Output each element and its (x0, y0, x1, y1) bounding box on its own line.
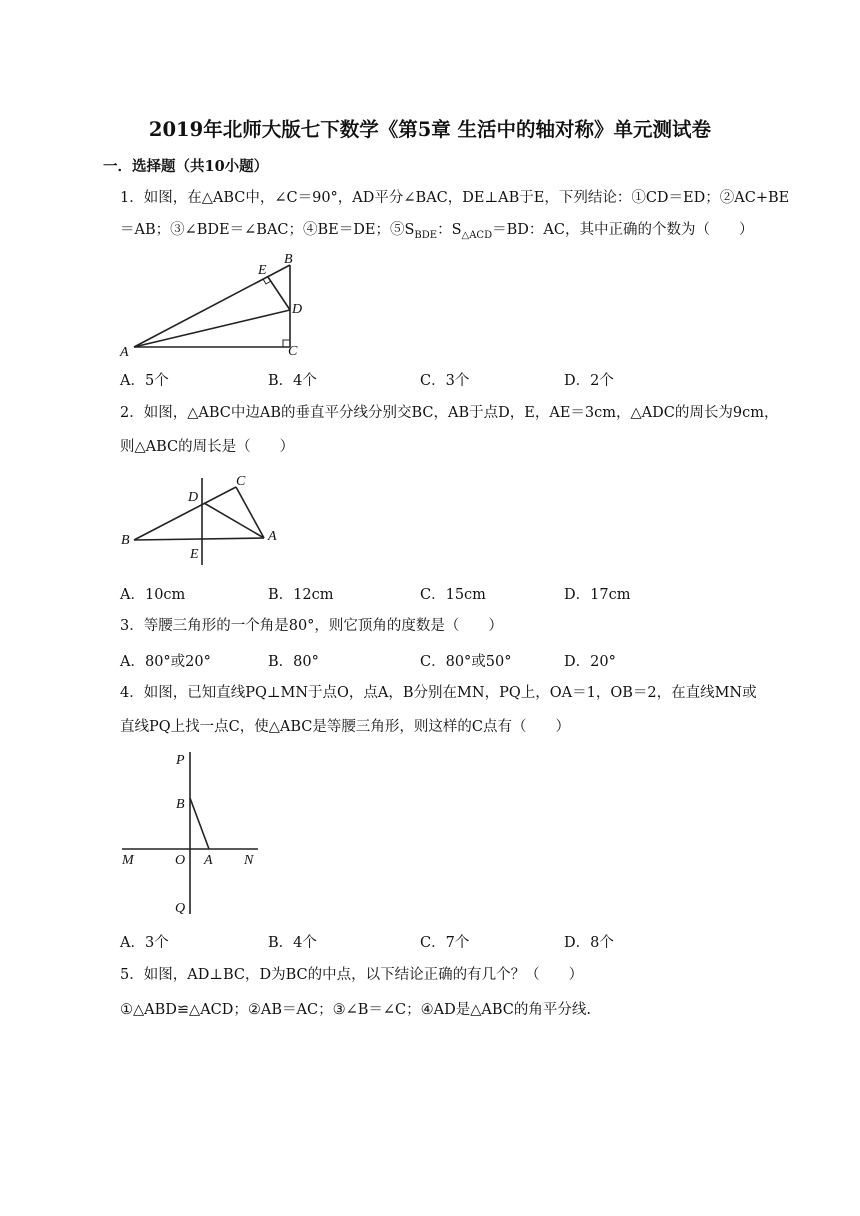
q2-option-b: B．12cm (268, 587, 334, 603)
q2-figure (118, 470, 288, 570)
q1-option-c: C．3个 (420, 373, 470, 389)
q1-label-a: A (120, 345, 129, 360)
q3-option-c: C．80°或50° (420, 654, 512, 670)
q4-label-p: P (176, 753, 185, 768)
q1-stem-line1: 1．如图，在△ABC中，∠C＝90°，AD平分∠BAC，DE⊥AB于E，下列结论：①CD＝ED；②AC+BE (120, 190, 790, 206)
q1-segment-ad (134, 310, 290, 347)
q5-stem: 5．如图，AD⊥BC，D为BC的中点，以下结论正确的有几个？（ ） (120, 967, 584, 983)
q2-label-c: C (236, 474, 246, 489)
q3-option-b: B．80° (268, 654, 319, 670)
q2-label-a: A (268, 529, 277, 544)
q3-option-a: A．80°或20° (120, 654, 211, 670)
q4-stem-line2: 直线PQ上找一点C，使△ABC是等腰三角形，则这样的C点有（ ） (120, 719, 570, 735)
q4-label-m: M (122, 853, 134, 868)
q1-option-b: B．4个 (268, 373, 317, 389)
q4-option-a: A．3个 (120, 935, 169, 951)
q4-stem-line1: 4．如图，已知直线PQ⊥MN于点O，点A，B分别在MN，PQ上，OA＝1，OB＝2，在直线MN或 (120, 685, 757, 701)
q1-side-ab (134, 265, 290, 347)
q3-stem: 3．等腰三角形的一个角是80°，则它顶角的度数是（ ） (120, 618, 503, 634)
q4-label-n: N (244, 853, 254, 868)
q2-label-d: D (188, 490, 199, 505)
q1-figure (118, 250, 308, 362)
q2-stem-line1: 2．如图，△ABC中边AB的垂直平分线分别交BC，AB于点D，E，AE＝3cm，△ADC的周长为9cm， (120, 405, 779, 421)
q1-label-d: D (292, 302, 303, 317)
q2-option-d: D．17cm (564, 587, 631, 603)
q1-option-d: D．2个 (564, 373, 614, 389)
q1-label-e: E (258, 263, 267, 278)
q2-stem-line2: 则△ABC的周长是（ ） (120, 439, 295, 455)
q4-label-a: A (204, 853, 213, 868)
q4-option-c: C．7个 (420, 935, 470, 951)
section-heading: 一．选择题（共10小题） (103, 158, 269, 175)
q4-label-b: B (176, 797, 185, 812)
q4-label-q: Q (175, 901, 186, 916)
q1-stem-line2: ＝AB；③∠BDE＝∠BAC；④BE＝DE；$⑤S_{BDE}$：$S_{\triangle ACD}=BD$：AC，其中正确的个数为（ ） (120, 222, 754, 241)
q1-label-c: C (288, 344, 298, 359)
q5-statements: ①△ABD≌△ACD；②AB＝AC；③∠B＝∠C；④AD是△ABC的角平分线. (120, 1002, 591, 1018)
q2-option-c: C．15cm (420, 587, 486, 603)
q4-option-d: D．8个 (564, 935, 614, 951)
q1-option-a: A．5个 (120, 373, 169, 389)
page-title: 2019年北师大版七下数学《第5章 生活中的轴对称》单元测试卷 (148, 118, 712, 141)
q3-option-d: D．20° (564, 654, 616, 670)
q4-segment-ba (190, 798, 209, 849)
q2-label-b: B (121, 533, 130, 548)
q2-option-a: A．10cm (120, 587, 186, 603)
q4-option-b: B．4个 (268, 935, 317, 951)
q4-figure (118, 748, 268, 920)
q2-label-e: E (190, 547, 199, 562)
q1-segment-de (268, 277, 290, 310)
q4-label-o: O (175, 853, 186, 868)
q2-side-ab (134, 538, 264, 540)
q1-label-b: B (284, 252, 293, 267)
